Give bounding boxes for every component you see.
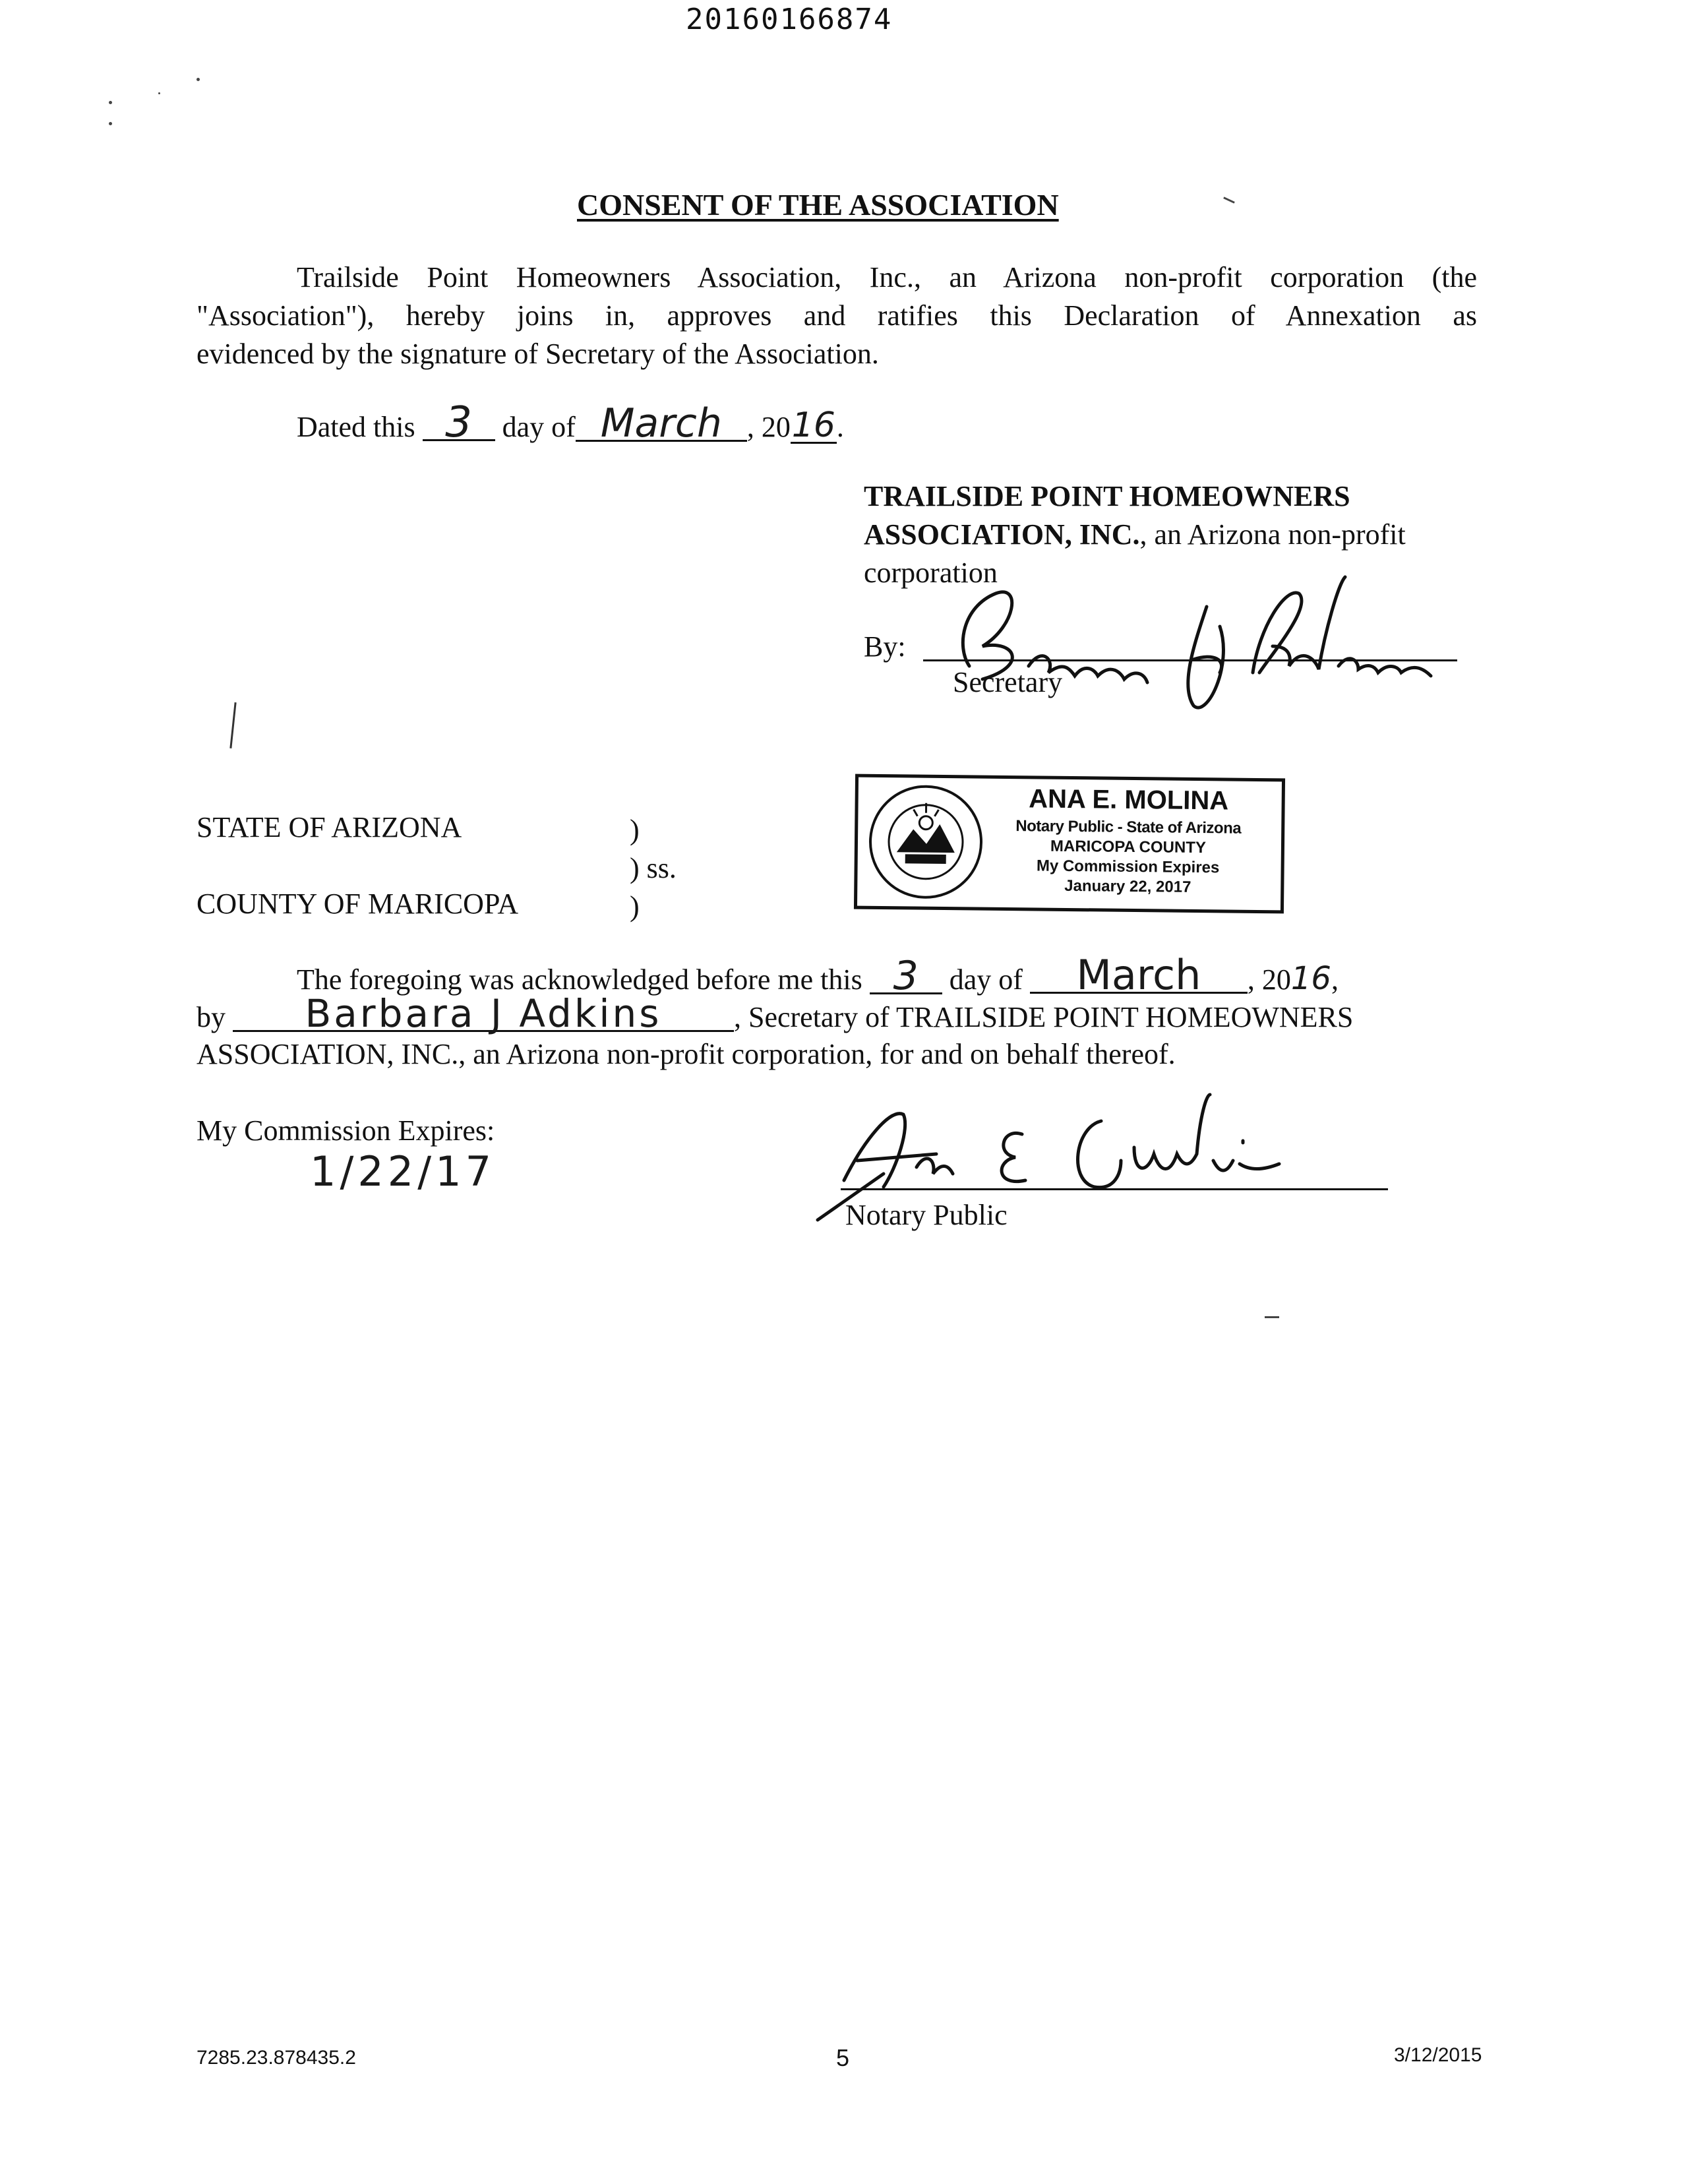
ack-by: by bbox=[196, 1001, 226, 1033]
notary-stamp bbox=[854, 774, 1285, 914]
org-name-line2 bbox=[864, 516, 1406, 554]
ack-year-handwritten: 16 bbox=[1290, 960, 1331, 997]
scan-speck bbox=[196, 78, 200, 81]
notary-signature-line bbox=[841, 1188, 1388, 1190]
intro-line: evidenced by the signature of Secretary of the Association. bbox=[196, 338, 879, 370]
commission-label: My Commission Expires: bbox=[196, 1114, 495, 1147]
ack-line2 bbox=[196, 991, 1354, 1037]
scan-mark bbox=[1265, 1316, 1279, 1318]
ack-day-handwritten: 3 bbox=[870, 959, 942, 994]
org-name-line3: corporation bbox=[864, 557, 998, 589]
stamp-line3: MARICOPA COUNTY bbox=[1050, 837, 1207, 857]
dated-prefix: Dated this bbox=[297, 411, 415, 443]
dated-day-handwritten: 3 bbox=[423, 406, 495, 441]
dated-month-handwritten: March bbox=[576, 407, 747, 442]
venue-state: STATE OF ARIZONA bbox=[196, 811, 462, 843]
page-title: CONSENT OF THE ASSOCIATION bbox=[577, 188, 1059, 222]
ack-text-b: day of bbox=[949, 963, 1023, 996]
footer-date: 3/12/2015 bbox=[1394, 2044, 1482, 2066]
notary-public-label: Notary Public bbox=[845, 1199, 1008, 1231]
venue-paren: ) bbox=[630, 890, 640, 923]
scan-speck bbox=[109, 101, 112, 104]
org-name-line1: TRAILSIDE POINT HOMEOWNERS bbox=[864, 480, 1350, 512]
org-name-bold: ASSOCIATION, INC. bbox=[864, 518, 1140, 551]
dated-suffix: . bbox=[836, 411, 844, 443]
footer-doc-id: 7285.23.878435.2 bbox=[196, 2047, 356, 2069]
dated-line bbox=[297, 398, 844, 447]
secretary-title: Secretary bbox=[953, 666, 1063, 698]
stamp-line4: My Commission Expires bbox=[1036, 857, 1220, 877]
stamp-name: ANA E. MOLINA bbox=[1028, 784, 1229, 816]
scan-mark bbox=[1223, 197, 1235, 203]
intro-line: "Association"), hereby joins in, approves and ratifies this Declaration of Annexation as bbox=[196, 299, 1477, 332]
scan-speck bbox=[109, 122, 112, 125]
scan-mark bbox=[229, 702, 236, 748]
ack-text-d: , bbox=[1331, 963, 1339, 996]
recording-number: 20160166874 bbox=[686, 3, 893, 36]
commission-date-handwritten: 1/22/17 bbox=[310, 1147, 496, 1196]
dated-year-handwritten: 16 bbox=[791, 406, 835, 445]
dated-year-prefix: , 20 bbox=[746, 411, 791, 443]
stamp-line2: Notary Public - State of Arizona bbox=[1015, 817, 1242, 837]
venue-ss: ) ss. bbox=[630, 852, 677, 884]
venue-county: COUNTY OF MARICOPA bbox=[196, 888, 519, 920]
ack-text-a: The foregoing was acknowledged before me this bbox=[297, 963, 862, 996]
ack-line3: ASSOCIATION, INC., an Arizona non-profit corporation, for and on behalf thereof. bbox=[196, 1038, 1176, 1070]
org-name-rest: , an Arizona non-profit bbox=[1139, 518, 1406, 551]
by-label: By: bbox=[864, 630, 906, 663]
ack-text-secretary: , Secretary of TRAILSIDE POINT HOMEOWNERS bbox=[734, 1001, 1354, 1033]
dated-mid: day of bbox=[502, 411, 576, 443]
intro-line: Trailside Point Homeowners Association, Inc., an Arizona non-profit corporation (the bbox=[297, 261, 1477, 293]
ack-name-handwritten: Barbara J Adkins bbox=[233, 997, 734, 1032]
state-seal-icon bbox=[866, 783, 985, 901]
stamp-line5: January 22, 2017 bbox=[1064, 876, 1191, 896]
scan-speck bbox=[158, 92, 160, 94]
footer-page-number: 5 bbox=[836, 2044, 850, 2071]
ack-month-handwritten: March bbox=[1030, 959, 1248, 994]
venue-paren: ) bbox=[630, 814, 640, 846]
ack-text-c: , 20 bbox=[1247, 963, 1291, 996]
